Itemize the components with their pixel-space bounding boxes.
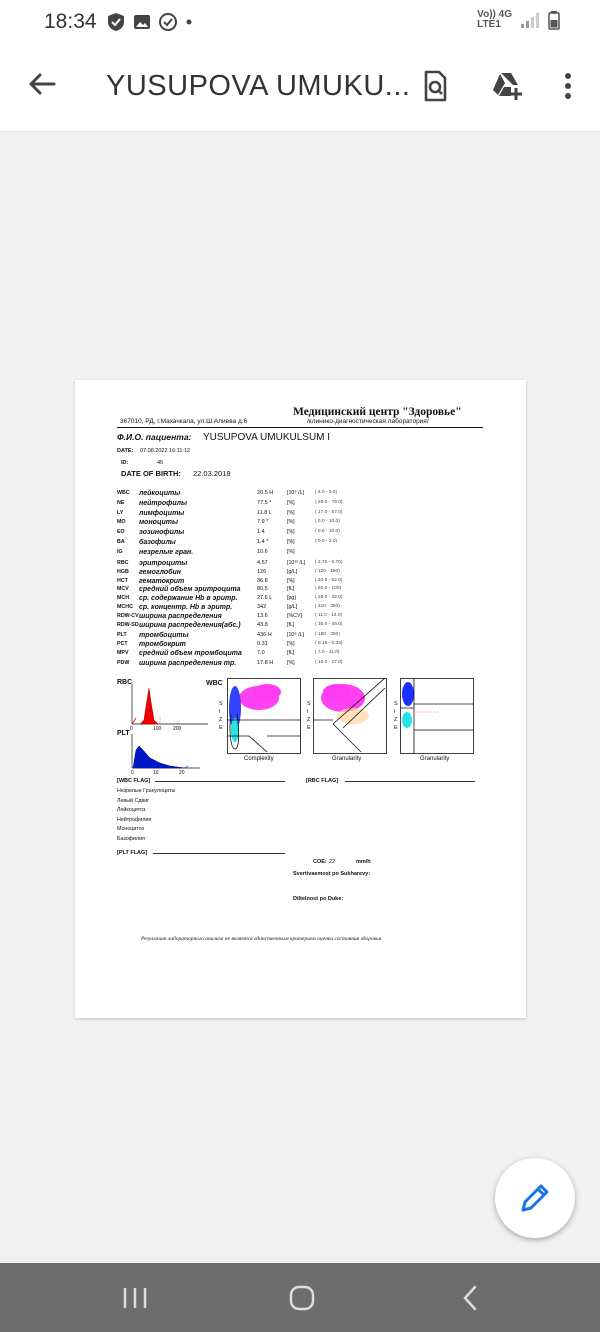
result-range: ( 35.0 - 46.0) [315,621,343,627]
result-code: PCT [117,641,128,648]
result-name: нейтрофилы [139,499,187,507]
dob-value: 22.03.2018 [193,469,231,478]
result-range: ( 3.76 - 5.70) [315,560,343,565]
result-code: NE [117,499,125,506]
result-row [117,586,497,593]
x-axis-granularity: Granularity [420,756,450,762]
wbc-flag-item: Моноцитоз [117,826,144,832]
app-bar [0,44,600,132]
result-range: ( 0.0 - 10.0) [315,529,340,535]
rbc-tick: 200 [173,726,182,732]
document-title: YUSUPOVA UMUKU... [106,70,411,102]
result-unit: [g/L] [287,604,298,610]
result-code: PDW [117,659,130,666]
result-range: ( 0.0 - 2.0) [315,539,338,544]
result-range: ( 0.0 - 10.0) [315,519,340,525]
rbc-tick: 100 [153,726,162,732]
result-value: 36.8 [257,577,268,584]
size-axis-label: S I Z E [394,701,398,731]
result-code: MO [117,519,126,526]
result-code: PLT [117,632,127,638]
plt-tick: 20 [179,770,185,776]
id-label: ID: [121,460,129,466]
result-code: LY [117,509,124,516]
result-value: 11.8 L [257,509,272,516]
result-range: ( 4.0 - 9.0) [315,490,338,495]
result-row [117,569,497,576]
result-unit: [%] [287,499,295,506]
result-unit: [fL] [287,586,295,593]
result-value: 126 [257,568,267,575]
result-value: 80.5 [257,586,268,593]
wbc-flag-item: Незрелые Гранулоциты [117,788,176,794]
result-row [117,539,497,546]
result-unit: [%] [287,529,295,536]
wbc-flag-item: Нейтрофилия [117,817,152,823]
footer-note: Результат лабораторного анализа не является единственным критерием оценка состояния здоровья [141,936,382,942]
search-document-icon[interactable] [417,68,453,104]
pencil-icon [495,1158,575,1238]
result-row [117,578,497,585]
battery-icon [548,10,560,30]
result-name: средний объем тромбоцита [139,650,242,658]
result-row [117,641,497,648]
result-row [117,622,497,629]
status-time: 18:34 [44,10,97,33]
date-label: DATE: [117,448,134,454]
address: 367010, РД, г.Махачкала, ул.Ш.Алиева д.6 [120,418,248,425]
result-row [117,529,497,536]
back-arrow-icon[interactable] [26,68,58,100]
result-row [117,560,497,567]
result-name: средний объем эритроцита [139,586,241,594]
result-code: IG [117,548,123,555]
result-name: ширина распределения [139,612,222,620]
result-unit: [10⁹ /L] [287,632,304,638]
result-unit: [fL] [287,621,295,628]
wbc-flag-item: Лейкоцитоз [117,807,146,813]
result-range: ( 80.0 - 100) [315,586,342,592]
network-label: Vo)) 4G [477,9,512,20]
result-value: 13.6 [257,612,268,619]
result-range: ( 0.16 - 0.33) [315,641,343,647]
result-unit: [pg] [287,595,296,602]
result-row [117,613,497,620]
rbc-histogram-label: RBC [117,679,133,686]
plt-tick: 0 [131,770,134,776]
result-code: MCHC [117,604,133,610]
result-range: ( 33.5 - 52.0) [315,577,343,583]
result-row [117,632,497,639]
size-axis-label: S I Z E [307,701,311,731]
result-name: моноциты [139,519,178,527]
nav-back-icon[interactable] [456,1283,486,1313]
status-right [477,10,560,30]
id-value: 45 [157,460,164,466]
system-nav-bar [0,1263,600,1332]
x-axis-complexity: Complexity [244,756,274,762]
result-unit: [10⁹ /L] [287,490,304,496]
result-unit: [%] [287,519,295,526]
result-name: ширина распределения тр. [139,659,237,667]
result-value: 0.31 [257,641,268,648]
divider [153,853,285,854]
wbc-scatter-label: WBC [206,680,223,687]
result-value: 17.8 H [257,659,274,666]
result-unit: [10¹² /L] [287,560,306,566]
result-range: ( 28.0 - 78.0) [315,499,343,505]
result-name: эритроциты [139,560,188,567]
wbc-flag-item: Левый Сдвиг [117,798,150,804]
result-row [117,595,497,602]
rbc-flag-label: [RBC FLAG] [306,778,339,784]
edit-fab-button[interactable] [495,1158,575,1238]
date-value: 07.08.2022 16:11:12 [140,448,191,454]
result-value: 77.5 * [257,499,272,506]
result-name: тромбокрит [139,641,186,649]
result-unit: [%] [287,577,295,584]
header-divider [117,427,483,428]
result-name: ширина распределения(абс.) [139,621,241,629]
wbc-flag-item: Базофилия [117,836,145,842]
divider [345,781,475,782]
result-name: гематокрит [139,577,185,585]
result-value: 43.8 [257,621,268,628]
result-code: EO [117,529,125,536]
rbc-histogram [130,680,210,728]
result-code: RDW-CV [117,612,139,619]
result-value: 7.9 * [257,519,269,526]
result-name: незрелые гран. [139,548,194,556]
plt-histogram-label: PLT [117,730,130,737]
result-row [117,660,497,667]
dob-label: DATE OF BIRTH: [121,469,181,478]
result-unit: [fL] [287,650,295,657]
recent-apps-icon[interactable] [120,1283,150,1313]
status-bar [0,0,600,44]
result-range: ( 310 - 350) [315,604,340,609]
sukharev-label: Svertivaemost po Sukharevy: [293,871,371,877]
result-unit: [%] [287,548,295,555]
center-sub: /клинико-диагностическая лаборатория/ [307,418,429,425]
result-value: 10.6 [257,548,268,555]
result-value: 4.57 [257,560,268,566]
result-code: MCV [117,586,129,593]
result-code: BA [117,539,125,545]
coe-label: COE: [313,859,327,865]
result-unit: [%CV] [287,612,303,619]
result-name: ср. содержание Hb в эритр. [139,595,238,603]
result-code: MCH [117,595,130,602]
result-value: 436 H [257,632,272,638]
result-code: WBC [117,490,130,496]
result-row [117,650,497,657]
plt-tick: 10 [153,770,159,776]
result-row [117,490,497,497]
result-unit: [%] [287,641,295,648]
result-row [117,500,497,507]
coe-unit: mm/h [356,859,371,865]
result-range: ( 11.0 - 14.0) [315,612,343,618]
result-value: 7.0 [257,650,265,657]
result-code: HCT [117,577,128,584]
rbc-tick: 0 [130,726,133,732]
result-unit: [%] [287,659,295,666]
result-name: ср. концентр. Hb в эритр. [139,604,233,611]
result-unit: [%] [287,509,295,516]
patient-name: YUSUPOVA UMUKULSUM I [203,432,331,443]
result-row [117,519,497,526]
result-code: HGB [117,568,129,575]
shield-icon [106,12,126,32]
result-range: ( 150 - 350) [315,632,340,637]
patient-label: Ф.И.О. пациента: [117,432,192,442]
wbc-complexity-scatter [227,678,301,754]
duke-label: Diltelnost po Duke: [293,896,344,902]
more-options-icon[interactable] [550,68,586,104]
result-value: 1.4 [257,529,265,536]
document-viewer[interactable] [0,132,600,1263]
result-name: гемоглобин [139,568,182,576]
result-name: лейкоциты [139,490,181,497]
center-name: Медицинский центр "Здоровье" [293,406,462,418]
network-sub: LTE1 [477,19,501,30]
size-axis-label: S I Z E [219,701,223,731]
result-row [117,604,497,611]
wbc-eo-scatter [400,678,474,754]
result-code: RBC [117,560,129,566]
result-name: базофилы [139,539,176,546]
result-range: ( 7.0 - 11.0) [315,650,340,656]
check-circle-icon [158,12,178,32]
result-range: ( 28.0 - 32.0) [315,595,343,601]
coe-value: 22 [329,859,336,865]
signal-icon [520,11,540,29]
wbc-flag-label: [WBC FLAG] [117,778,151,784]
result-unit: [%] [287,539,295,545]
result-range: ( 15.0 - 17.0) [315,659,343,665]
divider [155,781,285,782]
image-icon [132,12,152,32]
result-row [117,549,497,556]
result-code: MPV [117,650,129,657]
result-row [117,510,497,517]
dot-icon [184,12,194,32]
result-value: 20.5 H [257,490,274,496]
result-code: RDW-SD [117,621,139,628]
result-unit: [g/L] [287,568,298,575]
result-name: тромбоциты [139,632,189,639]
document-page [75,380,526,1018]
plt-histogram [130,730,210,772]
result-value: 342 [257,604,267,610]
add-to-drive-icon[interactable] [489,68,525,104]
result-name: лимфоциты [139,509,185,517]
home-icon[interactable] [287,1283,317,1313]
result-range: ( 120 - 150) [315,568,340,574]
result-name: эозинофилы [139,529,185,537]
result-value: 27.6 L [257,595,273,602]
wbc-granularity-scatter [313,678,387,754]
plt-flag-label: [PLT FLAG] [117,850,148,856]
x-axis-granularity: Granularity [332,756,362,762]
result-value: 1.4 * [257,539,269,545]
status-notification-icons [106,12,194,32]
result-range: ( 17.0 - 57.0) [315,509,343,515]
